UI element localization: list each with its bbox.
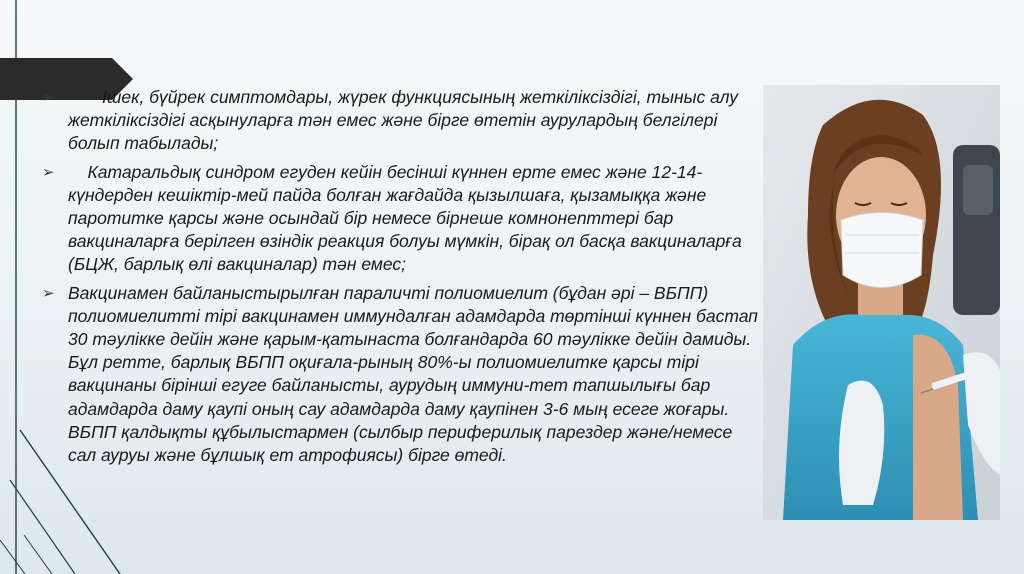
vaccination-photo xyxy=(763,85,1000,520)
bullet-item xyxy=(42,161,762,277)
bullet-text: Ішек, бүйрек симптомдары, жүрек функциясының жеткіліксіздігі, тыныс алу жеткіліксіздігі асқынуларға тән емес және бірге өтетін аурулардың белгілері болып табылады; xyxy=(68,87,743,154)
arrow-bullet-icon: ➢ xyxy=(42,89,55,106)
arrow-bullet-icon: ➢ xyxy=(42,163,55,181)
bullet-text: Катаральдық синдром егуден кейін бесінші күннен ерте емес және 12-14-күндерден кешіктір-мей пайда болған жағдайда қызылшаға, қызамыққа және паротитке қарсы және осындай бір немесе бірнеше комнонenттері бар вакциналарға берілген өзіндік реакция болуы мүмкін, бірақ ол басқа вакциналарға (БЦЖ, барлық өлі вакциналар) тән емес; xyxy=(68,161,747,275)
bullet-item xyxy=(42,282,762,468)
arrow-bullet-icon: ➢ xyxy=(42,284,55,302)
bullet-list xyxy=(42,86,762,472)
bullet-item xyxy=(42,86,762,156)
vaccination-illustration xyxy=(763,85,1000,520)
bullet-text: Вакцинамен байланыстырылған параличті полиомиелит (бұдан әрі – ВБПП) полиомиелитті тірі вакцинамен иммундалған адамдарда төртінші күннен бастап 30 тәулікке дейін және қарым-қатынаста болғандарда 60 тәулікке дейін дамиды. Бұл ретте, барлық ВБПП оқиғала-рының 80%-ы полиомиелитке қарсы тірі вакцинаны бірінші егуге байланысты, аурудың иммуни-тет тапшылығы бар адамдарда даму қаупі оның сау адамдарда даму қаупінен 3-6 мың есеге жоғары. ВБПП қалдықты құбылыстармен (сылбыр периферилық парездер және/немесе сал ауруы және бұлшық ет атрофиясы) бірге өтеді. xyxy=(68,282,758,466)
